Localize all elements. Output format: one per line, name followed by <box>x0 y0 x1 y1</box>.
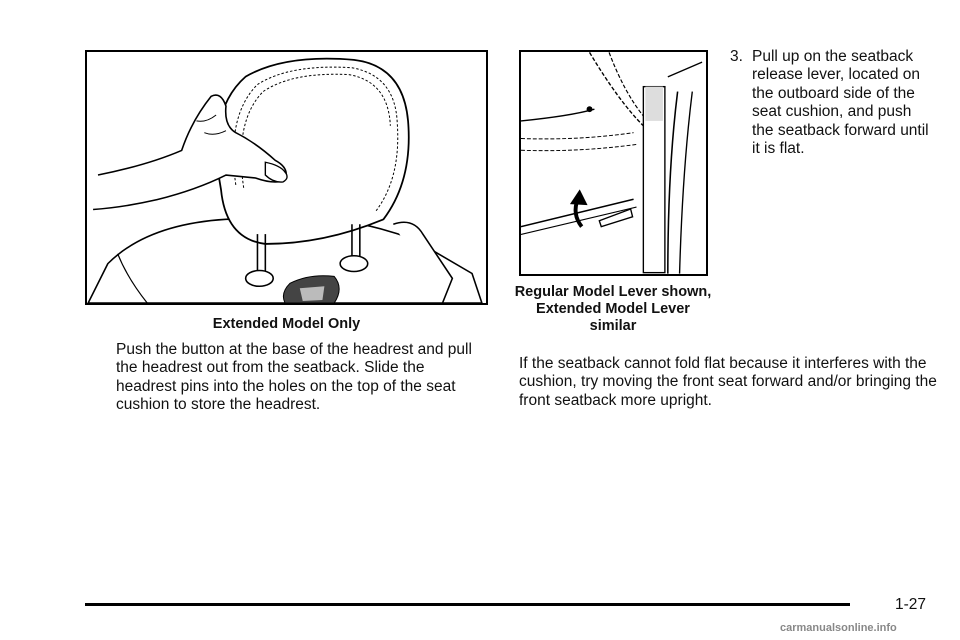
headrest-illustration <box>85 50 488 305</box>
step-text: Pull up on the seatback release lever, located on the outboard side of the seat cushion, and push the seatback forward until it is flat. <box>752 48 929 158</box>
seatback-lever-illustration <box>519 50 708 276</box>
watermark: carmanualsonline.info <box>780 622 897 634</box>
fold-instructions: If the seatback cannot fold flat because it interferes with the cushion, try moving the front seat forward and/or bringing the front seatback more upright. <box>519 355 937 409</box>
step-number: 3. <box>730 48 743 65</box>
step-3 <box>730 48 935 158</box>
headrest-drawing <box>87 52 486 303</box>
footer-rule <box>85 603 850 606</box>
page-number: 1-27 <box>895 596 927 613</box>
lever-drawing <box>521 52 706 274</box>
lever-figure-caption: Regular Model Lever shown, Extended Model Lever similar <box>514 284 712 334</box>
headrest-instructions: Push the button at the base of the headrest and pull the headrest out from the seatback. Slide the headrest pins into the holes on the top of the seat cushion to store the headrest. <box>116 341 472 414</box>
headrest-figure-caption: Extended Model Only <box>212 316 361 332</box>
